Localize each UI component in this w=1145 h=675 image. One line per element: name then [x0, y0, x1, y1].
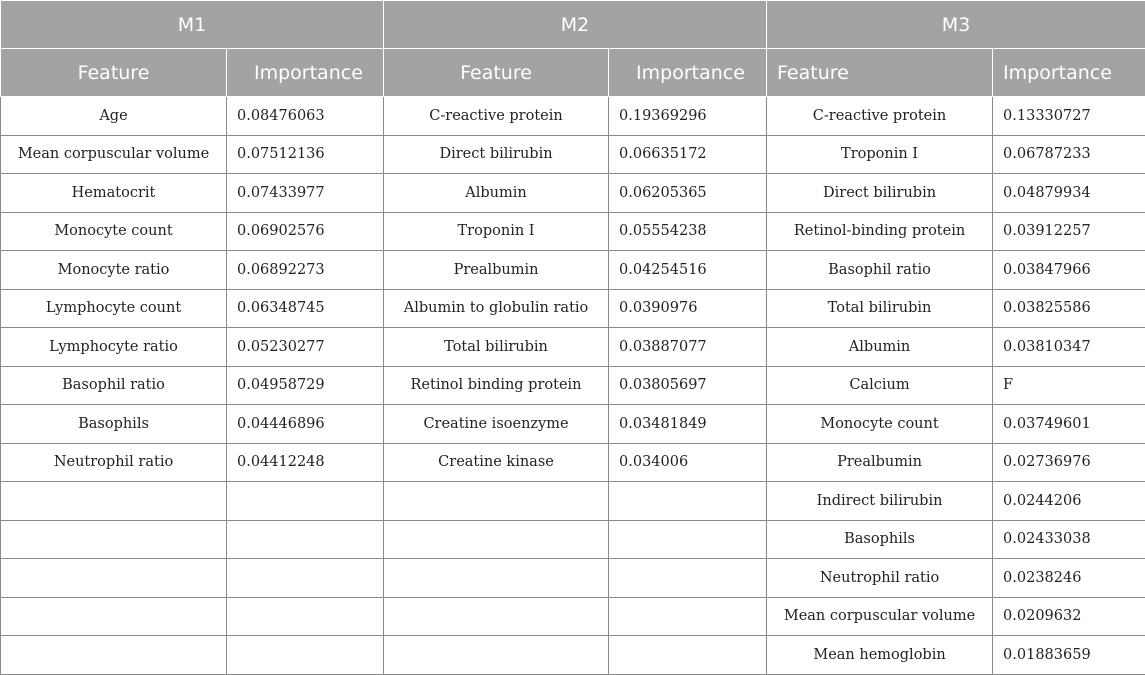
m2-importance-cell: 0.06205365: [609, 174, 767, 213]
m1-feature-cell: Age: [1, 97, 227, 136]
m2-feature-cell: [384, 520, 609, 559]
m3-importance-cell: 0.02433038: [993, 520, 1145, 559]
m3-importance-cell: 0.03749601: [993, 405, 1145, 444]
m2-feature-cell: Albumin to globulin ratio: [384, 289, 609, 328]
table-row: [1, 212, 1145, 251]
m2-importance-cell: 0.03805697: [609, 366, 767, 405]
m1-importance-cell: 0.08476063: [227, 97, 384, 136]
m1-importance-header: Importance: [227, 49, 384, 97]
group-header-m2: M2: [384, 1, 767, 49]
m3-feature-cell: C-reactive protein: [767, 97, 993, 136]
m2-feature-cell: [384, 559, 609, 598]
group-header-m1: M1: [1, 1, 384, 49]
m3-importance-cell: 0.01883659: [993, 636, 1145, 675]
m2-feature-cell: Prealbumin: [384, 251, 609, 290]
m3-feature-cell: Albumin: [767, 328, 993, 367]
table-row: [1, 405, 1145, 444]
m1-importance-cell: [227, 482, 384, 521]
m2-feature-cell: Albumin: [384, 174, 609, 213]
m2-importance-cell: 0.06635172: [609, 135, 767, 174]
m3-feature-cell: Troponin I: [767, 135, 993, 174]
table-row: [1, 482, 1145, 521]
m3-feature-cell: Neutrophil ratio: [767, 559, 993, 598]
table-row: [1, 636, 1145, 675]
m2-feature-cell: C-reactive protein: [384, 97, 609, 136]
m3-feature-header: Feature: [767, 49, 993, 97]
m3-feature-cell: Basophil ratio: [767, 251, 993, 290]
m2-importance-cell: [609, 482, 767, 521]
m1-feature-cell: Basophil ratio: [1, 366, 227, 405]
m3-importance-cell: 0.03847966: [993, 251, 1145, 290]
table-row: [1, 174, 1145, 213]
table-body: [1, 97, 1145, 675]
m2-importance-cell: [609, 597, 767, 636]
m2-importance-cell: 0.04254516: [609, 251, 767, 290]
m3-feature-cell: Mean hemoglobin: [767, 636, 993, 675]
m3-importance-cell: 0.13330727: [993, 97, 1145, 136]
group-header-m3: M3: [767, 1, 1145, 49]
m3-importance-cell: 0.03912257: [993, 212, 1145, 251]
m2-feature-cell: Creatine isoenzyme: [384, 405, 609, 444]
m3-feature-cell: Indirect bilirubin: [767, 482, 993, 521]
m2-feature-cell: Direct bilirubin: [384, 135, 609, 174]
table-row: [1, 559, 1145, 598]
m3-feature-cell: Monocyte count: [767, 405, 993, 444]
table-row: [1, 289, 1145, 328]
m2-importance-cell: 0.05554238: [609, 212, 767, 251]
m1-importance-cell: 0.06892273: [227, 251, 384, 290]
m3-feature-cell: Direct bilirubin: [767, 174, 993, 213]
m2-importance-cell: 0.03481849: [609, 405, 767, 444]
m3-feature-cell: Retinol-binding protein: [767, 212, 993, 251]
m3-importance-cell: 0.0209632: [993, 597, 1145, 636]
m1-feature-cell: Hematocrit: [1, 174, 227, 213]
m2-importance-cell: 0.034006: [609, 443, 767, 482]
m2-importance-cell: 0.03887077: [609, 328, 767, 367]
table-row: [1, 328, 1145, 367]
m3-feature-cell: Mean corpuscular volume: [767, 597, 993, 636]
m3-importance-cell: 0.0238246: [993, 559, 1145, 598]
table-row: [1, 97, 1145, 136]
table-row: [1, 366, 1145, 405]
m3-feature-cell: Prealbumin: [767, 443, 993, 482]
m1-feature-cell: [1, 559, 227, 598]
m2-importance-cell: [609, 636, 767, 675]
m1-importance-cell: [227, 520, 384, 559]
m1-importance-cell: 0.04412248: [227, 443, 384, 482]
m1-importance-cell: 0.05230277: [227, 328, 384, 367]
m1-feature-cell: Basophils: [1, 405, 227, 444]
m1-feature-cell: Mean corpuscular volume: [1, 135, 227, 174]
m1-importance-cell: [227, 636, 384, 675]
m3-feature-cell: Calcium: [767, 366, 993, 405]
m2-feature-header: Feature: [384, 49, 609, 97]
table-row: [1, 520, 1145, 559]
m1-feature-cell: Monocyte ratio: [1, 251, 227, 290]
m1-feature-cell: [1, 636, 227, 675]
m1-feature-cell: [1, 597, 227, 636]
m3-importance-header: Importance: [993, 49, 1145, 97]
m2-feature-cell: [384, 636, 609, 675]
column-header-row: [1, 49, 1145, 97]
m3-feature-cell: Basophils: [767, 520, 993, 559]
m1-importance-cell: 0.06348745: [227, 289, 384, 328]
m1-feature-cell: [1, 482, 227, 521]
m2-feature-cell: Creatine kinase: [384, 443, 609, 482]
m1-feature-header: Feature: [1, 49, 227, 97]
m1-importance-cell: 0.04446896: [227, 405, 384, 444]
m1-feature-cell: Lymphocyte count: [1, 289, 227, 328]
table-row: [1, 443, 1145, 482]
m2-importance-cell: 0.19369296: [609, 97, 767, 136]
m1-importance-cell: 0.04958729: [227, 366, 384, 405]
table-row: [1, 251, 1145, 290]
m1-importance-cell: 0.07512136: [227, 135, 384, 174]
m2-feature-cell: [384, 482, 609, 521]
m2-feature-cell: Total bilirubin: [384, 328, 609, 367]
m1-feature-cell: Lymphocyte ratio: [1, 328, 227, 367]
m1-importance-cell: 0.06902576: [227, 212, 384, 251]
m3-importance-cell: F: [993, 366, 1145, 405]
m3-importance-cell: 0.0244206: [993, 482, 1145, 521]
m3-importance-cell: 0.03825586: [993, 289, 1145, 328]
m2-importance-cell: [609, 559, 767, 598]
group-header-row: [1, 1, 1145, 49]
m1-feature-cell: Monocyte count: [1, 212, 227, 251]
m3-importance-cell: 0.03810347: [993, 328, 1145, 367]
m1-feature-cell: [1, 520, 227, 559]
m3-importance-cell: 0.02736976: [993, 443, 1145, 482]
m2-importance-cell: [609, 520, 767, 559]
m2-feature-cell: [384, 597, 609, 636]
m3-importance-cell: 0.06787233: [993, 135, 1145, 174]
m2-feature-cell: Troponin I: [384, 212, 609, 251]
m1-importance-cell: 0.07433977: [227, 174, 384, 213]
m2-importance-header: Importance: [609, 49, 767, 97]
table-row: [1, 135, 1145, 174]
m2-importance-cell: 0.0390976: [609, 289, 767, 328]
m1-importance-cell: [227, 597, 384, 636]
m3-feature-cell: Total bilirubin: [767, 289, 993, 328]
m1-feature-cell: Neutrophil ratio: [1, 443, 227, 482]
table-row: [1, 597, 1145, 636]
m1-importance-cell: [227, 559, 384, 598]
m3-importance-cell: 0.04879934: [993, 174, 1145, 213]
m2-feature-cell: Retinol binding protein: [384, 366, 609, 405]
